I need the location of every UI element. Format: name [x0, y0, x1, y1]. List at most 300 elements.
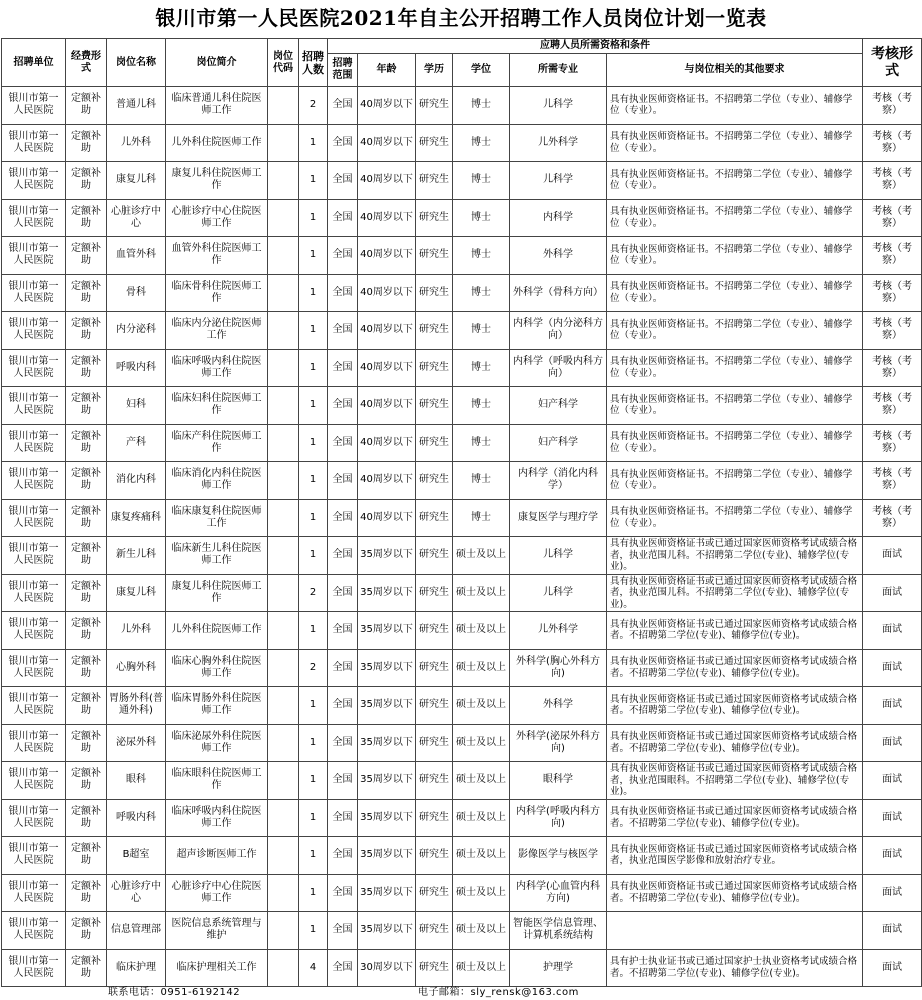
other-requirements-cell: 具有执业医师资格证书。不招聘第二学位（专业）、辅修学位（专业）。 — [607, 424, 863, 462]
unit-cell: 银川市第一人民医院 — [2, 274, 66, 312]
other-requirements-cell: 具有执业医师资格证书。不招聘第二学位（专业）、辅修学位（专业）。 — [607, 274, 863, 312]
code-cell — [268, 837, 299, 875]
position-cell: 产科 — [107, 424, 166, 462]
age-cell: 40周岁以下 — [358, 274, 416, 312]
unit-cell: 银川市第一人民医院 — [2, 837, 66, 875]
header-funding: 经费形式 — [66, 39, 107, 87]
table-row — [2, 612, 922, 650]
scope-cell: 全国 — [328, 162, 358, 200]
age-cell: 30周岁以下 — [358, 949, 416, 987]
degree-cell: 硕士及以上 — [453, 612, 510, 650]
unit-cell: 银川市第一人民医院 — [2, 612, 66, 650]
other-requirements-cell: 具有执业医师资格证书。不招聘第二学位（专业）、辅修学位（专业）。 — [607, 162, 863, 200]
table-row — [2, 237, 922, 275]
count-cell: 1 — [299, 799, 328, 837]
education-cell: 研究生 — [416, 162, 453, 200]
scope-cell: 全国 — [328, 462, 358, 500]
scope-cell: 全国 — [328, 387, 358, 425]
funding-cell: 定额补助 — [66, 912, 107, 950]
count-cell: 2 — [299, 574, 328, 612]
code-cell — [268, 274, 299, 312]
intro-cell: 儿外科住院医师工作 — [166, 124, 268, 162]
degree-cell: 硕士及以上 — [453, 874, 510, 912]
funding-cell: 定额补助 — [66, 949, 107, 987]
scope-cell: 全国 — [328, 312, 358, 350]
degree-cell: 博士 — [453, 87, 510, 125]
other-requirements-cell: 具有执业医师资格证书。不招聘第二学位（专业）、辅修学位（专业）。 — [607, 124, 863, 162]
major-cell: 内科学(呼吸内科方向) — [510, 799, 607, 837]
position-cell: 胃肠外科(普通外科) — [107, 687, 166, 725]
funding-cell: 定额补助 — [66, 499, 107, 537]
degree-cell: 硕士及以上 — [453, 724, 510, 762]
exam-cell: 考核（考察） — [863, 199, 922, 237]
age-cell: 35周岁以下 — [358, 537, 416, 575]
age-cell: 40周岁以下 — [358, 499, 416, 537]
table-row — [2, 724, 922, 762]
education-cell: 研究生 — [416, 649, 453, 687]
code-cell — [268, 349, 299, 387]
other-requirements-cell: 具有执业医师资格证书。不招聘第二学位（专业）、辅修学位（专业）。 — [607, 312, 863, 350]
education-cell: 研究生 — [416, 837, 453, 875]
table-row — [2, 912, 922, 950]
scope-cell: 全国 — [328, 574, 358, 612]
education-cell: 研究生 — [416, 199, 453, 237]
funding-cell: 定额补助 — [66, 837, 107, 875]
major-cell: 内科学(心血管内科方向) — [510, 874, 607, 912]
code-cell — [268, 687, 299, 725]
position-cell: 儿外科 — [107, 612, 166, 650]
unit-cell: 银川市第一人民医院 — [2, 762, 66, 800]
table-row — [2, 874, 922, 912]
funding-cell: 定额补助 — [66, 387, 107, 425]
scope-cell: 全国 — [328, 537, 358, 575]
other-requirements-cell: 具有执业医师资格证书或已通过国家医师资格考试成绩合格者。不招聘第二学位(专业)、辅修学位(专业)。 — [607, 687, 863, 725]
code-cell — [268, 387, 299, 425]
education-cell: 研究生 — [416, 724, 453, 762]
exam-cell: 面试 — [863, 912, 922, 950]
intro-cell: 临床产科住院医师工作 — [166, 424, 268, 462]
degree-cell: 硕士及以上 — [453, 762, 510, 800]
exam-cell: 面试 — [863, 537, 922, 575]
exam-cell: 考核（考察） — [863, 387, 922, 425]
major-cell: 内科学（内分泌科方向） — [510, 312, 607, 350]
position-cell: 心脏诊疗中心 — [107, 199, 166, 237]
education-cell: 研究生 — [416, 87, 453, 125]
code-cell — [268, 949, 299, 987]
funding-cell: 定额补助 — [66, 199, 107, 237]
funding-cell: 定额补助 — [66, 874, 107, 912]
education-cell: 研究生 — [416, 424, 453, 462]
degree-cell: 博士 — [453, 199, 510, 237]
exam-cell: 考核（考察） — [863, 349, 922, 387]
position-cell: B超室 — [107, 837, 166, 875]
position-cell: 消化内科 — [107, 462, 166, 500]
exam-cell: 考核（考察） — [863, 162, 922, 200]
unit-cell: 银川市第一人民医院 — [2, 387, 66, 425]
degree-cell: 博士 — [453, 124, 510, 162]
major-cell: 智能医学信息管理、计算机系统结构 — [510, 912, 607, 950]
age-cell: 40周岁以下 — [358, 462, 416, 500]
table-row — [2, 499, 922, 537]
header-position: 岗位名称 — [107, 39, 166, 87]
intro-cell: 临床内分泌住院医师工作 — [166, 312, 268, 350]
count-cell: 1 — [299, 837, 328, 875]
header-code: 岗位代码 — [268, 39, 299, 87]
code-cell — [268, 537, 299, 575]
code-cell — [268, 462, 299, 500]
education-cell: 研究生 — [416, 499, 453, 537]
count-cell: 2 — [299, 87, 328, 125]
funding-cell: 定额补助 — [66, 124, 107, 162]
unit-cell: 银川市第一人民医院 — [2, 312, 66, 350]
other-requirements-cell: 具有执业医师资格证书或已通过国家医师资格考试成绩合格者。不招聘第二学位(专业)、辅修学位(专业)。 — [607, 612, 863, 650]
count-cell: 1 — [299, 237, 328, 275]
other-requirements-cell: 具有执业医师资格证书。不招聘第二学位（专业）、辅修学位（专业）。 — [607, 199, 863, 237]
funding-cell: 定额补助 — [66, 462, 107, 500]
intro-cell: 临床普通儿科住院医师工作 — [166, 87, 268, 125]
intro-cell: 超声诊断医师工作 — [166, 837, 268, 875]
count-cell: 1 — [299, 274, 328, 312]
major-cell: 护理学 — [510, 949, 607, 987]
intro-cell: 临床泌尿外科住院医师工作 — [166, 724, 268, 762]
age-cell: 35周岁以下 — [358, 912, 416, 950]
degree-cell: 硕士及以上 — [453, 574, 510, 612]
intro-cell: 临床妇科住院医师工作 — [166, 387, 268, 425]
education-cell: 研究生 — [416, 537, 453, 575]
other-requirements-cell: 具有执业医师资格证书。不招聘第二学位（专业）、辅修学位（专业）。 — [607, 462, 863, 500]
code-cell — [268, 799, 299, 837]
scope-cell: 全国 — [328, 424, 358, 462]
major-cell: 儿科学 — [510, 574, 607, 612]
table-row — [2, 274, 922, 312]
age-cell: 40周岁以下 — [358, 162, 416, 200]
code-cell — [268, 612, 299, 650]
major-cell: 康复医学与理疗学 — [510, 499, 607, 537]
unit-cell: 银川市第一人民医院 — [2, 649, 66, 687]
degree-cell: 博士 — [453, 349, 510, 387]
other-requirements-cell: 具有执业医师资格证书或已通过国家医师资格考试成绩合格者。不招聘第二学位(专业)、辅修学位(专业)。 — [607, 724, 863, 762]
major-cell: 儿科学 — [510, 87, 607, 125]
age-cell: 35周岁以下 — [358, 687, 416, 725]
exam-cell: 考核（考察） — [863, 462, 922, 500]
major-cell: 儿科学 — [510, 537, 607, 575]
other-requirements-cell: 具有执业医师资格证书。不招聘第二学位（专业）、辅修学位（专业）。 — [607, 87, 863, 125]
count-cell: 1 — [299, 687, 328, 725]
other-requirements-cell: 具有执业医师资格证书。不招聘第二学位（专业）、辅修学位（专业）。 — [607, 499, 863, 537]
header-scope: 招聘范围 — [328, 54, 358, 87]
count-cell: 1 — [299, 387, 328, 425]
education-cell: 研究生 — [416, 462, 453, 500]
table-row — [2, 837, 922, 875]
count-cell: 1 — [299, 762, 328, 800]
other-requirements-cell: 具有执业医师资格证书或已通过国家医师资格考试成绩合格者，执业范围儿科。不招聘第二学位(专业)、辅修学位(专业)。 — [607, 574, 863, 612]
education-cell: 研究生 — [416, 687, 453, 725]
code-cell — [268, 762, 299, 800]
table-row — [2, 349, 922, 387]
unit-cell: 银川市第一人民医院 — [2, 462, 66, 500]
funding-cell: 定额补助 — [66, 162, 107, 200]
age-cell: 40周岁以下 — [358, 124, 416, 162]
intro-cell: 康复儿科住院医师工作 — [166, 574, 268, 612]
education-cell: 研究生 — [416, 312, 453, 350]
other-requirements-cell: 具有执业医师资格证书或已通过国家医师资格考试成绩合格者，执业范围儿科。不招聘第二学位(专业)、辅修学位(专业)。 — [607, 537, 863, 575]
intro-cell: 临床胃肠外科住院医师工作 — [166, 687, 268, 725]
exam-cell: 考核（考察） — [863, 274, 922, 312]
exam-cell: 面试 — [863, 949, 922, 987]
education-cell: 研究生 — [416, 237, 453, 275]
position-cell: 内分泌科 — [107, 312, 166, 350]
scope-cell: 全国 — [328, 724, 358, 762]
table-row — [2, 124, 922, 162]
unit-cell: 银川市第一人民医院 — [2, 124, 66, 162]
education-cell: 研究生 — [416, 949, 453, 987]
education-cell: 研究生 — [416, 124, 453, 162]
exam-cell: 考核（考察） — [863, 124, 922, 162]
table-row — [2, 574, 922, 612]
other-requirements-cell: 具有执业医师资格证书。不招聘第二学位（专业）、辅修学位（专业）。 — [607, 237, 863, 275]
header-count: 招聘人数 — [299, 39, 328, 87]
major-cell: 内科学（呼吸内科方向） — [510, 349, 607, 387]
position-cell: 康复疼痛科 — [107, 499, 166, 537]
count-cell: 4 — [299, 949, 328, 987]
table-row — [2, 799, 922, 837]
age-cell: 35周岁以下 — [358, 837, 416, 875]
unit-cell: 银川市第一人民医院 — [2, 724, 66, 762]
exam-cell: 面试 — [863, 687, 922, 725]
intro-cell: 临床护理相关工作 — [166, 949, 268, 987]
positions-table — [1, 38, 922, 987]
degree-cell: 博士 — [453, 462, 510, 500]
major-cell: 妇产科学 — [510, 424, 607, 462]
age-cell: 40周岁以下 — [358, 387, 416, 425]
scope-cell: 全国 — [328, 612, 358, 650]
count-cell: 2 — [299, 649, 328, 687]
scope-cell: 全国 — [328, 237, 358, 275]
education-cell: 研究生 — [416, 349, 453, 387]
major-cell: 内科学 — [510, 199, 607, 237]
major-cell: 外科学(泌尿外科方向) — [510, 724, 607, 762]
funding-cell: 定额补助 — [66, 724, 107, 762]
count-cell: 1 — [299, 912, 328, 950]
exam-cell: 面试 — [863, 574, 922, 612]
unit-cell: 银川市第一人民医院 — [2, 687, 66, 725]
exam-cell: 考核（考察） — [863, 499, 922, 537]
major-cell: 儿科学 — [510, 162, 607, 200]
intro-cell: 临床消化内科住院医师工作 — [166, 462, 268, 500]
position-cell: 眼科 — [107, 762, 166, 800]
education-cell: 研究生 — [416, 874, 453, 912]
other-requirements-cell: 具有执业医师资格证书或已通过国家医师资格考试成绩合格者。不招聘第二学位(专业)、辅修学位(专业)。 — [607, 874, 863, 912]
degree-cell: 博士 — [453, 312, 510, 350]
header-major: 所需专业 — [510, 54, 607, 87]
degree-cell: 硕士及以上 — [453, 537, 510, 575]
funding-cell: 定额补助 — [66, 799, 107, 837]
major-cell: 儿外科学 — [510, 124, 607, 162]
other-requirements-cell: 具有执业医师资格证书或已通过国家医师资格考试成绩合格者，执业范围眼科。不招聘第二学位(专业)、辅修学位(专业)。 — [607, 762, 863, 800]
position-cell: 心胸外科 — [107, 649, 166, 687]
table-row — [2, 87, 922, 125]
intro-cell: 心脏诊疗中心住院医师工作 — [166, 199, 268, 237]
intro-cell: 康复儿科住院医师工作 — [166, 162, 268, 200]
intro-cell: 临床康复科住院医师工作 — [166, 499, 268, 537]
scope-cell: 全国 — [328, 949, 358, 987]
age-cell: 35周岁以下 — [358, 574, 416, 612]
table-row — [2, 762, 922, 800]
scope-cell: 全国 — [328, 199, 358, 237]
degree-cell: 硕士及以上 — [453, 687, 510, 725]
position-cell: 骨科 — [107, 274, 166, 312]
funding-cell: 定额补助 — [66, 687, 107, 725]
code-cell — [268, 87, 299, 125]
unit-cell: 银川市第一人民医院 — [2, 949, 66, 987]
header-exam: 考核形式 — [863, 39, 922, 87]
age-cell: 35周岁以下 — [358, 612, 416, 650]
header-qualifications: 应聘人员所需资格和条件 — [328, 39, 863, 54]
count-cell: 1 — [299, 612, 328, 650]
scope-cell: 全国 — [328, 762, 358, 800]
exam-cell: 面试 — [863, 612, 922, 650]
code-cell — [268, 424, 299, 462]
degree-cell: 博士 — [453, 387, 510, 425]
intro-cell: 临床新生儿科住院医师工作 — [166, 537, 268, 575]
footer — [0, 986, 922, 1000]
exam-cell: 考核（考察） — [863, 424, 922, 462]
education-cell: 研究生 — [416, 912, 453, 950]
scope-cell: 全国 — [328, 649, 358, 687]
education-cell: 研究生 — [416, 762, 453, 800]
age-cell: 40周岁以下 — [358, 349, 416, 387]
funding-cell: 定额补助 — [66, 237, 107, 275]
funding-cell: 定额补助 — [66, 612, 107, 650]
position-cell: 妇科 — [107, 387, 166, 425]
exam-cell: 面试 — [863, 837, 922, 875]
other-requirements-cell: 具有执业医师资格证书。不招聘第二学位（专业）、辅修学位（专业）。 — [607, 387, 863, 425]
table-row — [2, 387, 922, 425]
education-cell: 研究生 — [416, 574, 453, 612]
contact-email: 电子邮箱：sly_rensk@163.com — [418, 987, 579, 998]
unit-cell: 银川市第一人民医院 — [2, 799, 66, 837]
funding-cell: 定额补助 — [66, 424, 107, 462]
count-cell: 1 — [299, 874, 328, 912]
age-cell: 35周岁以下 — [358, 874, 416, 912]
degree-cell: 硕士及以上 — [453, 649, 510, 687]
position-cell: 儿外科 — [107, 124, 166, 162]
code-cell — [268, 912, 299, 950]
count-cell: 1 — [299, 199, 328, 237]
funding-cell: 定额补助 — [66, 349, 107, 387]
table-row — [2, 162, 922, 200]
scope-cell: 全国 — [328, 874, 358, 912]
major-cell: 儿外科学 — [510, 612, 607, 650]
other-requirements-cell: 具有执业医师资格证书或已通过国家医师资格考试成绩合格者。不招聘第二学位(专业)、辅修学位(专业)。 — [607, 649, 863, 687]
count-cell: 1 — [299, 537, 328, 575]
exam-cell: 面试 — [863, 724, 922, 762]
major-cell: 内科学（消化内科学） — [510, 462, 607, 500]
code-cell — [268, 199, 299, 237]
degree-cell: 博士 — [453, 237, 510, 275]
count-cell: 1 — [299, 162, 328, 200]
scope-cell: 全国 — [328, 912, 358, 950]
unit-cell: 银川市第一人民医院 — [2, 87, 66, 125]
table-body — [2, 87, 922, 987]
funding-cell: 定额补助 — [66, 537, 107, 575]
scope-cell: 全国 — [328, 499, 358, 537]
count-cell: 1 — [299, 462, 328, 500]
education-cell: 研究生 — [416, 612, 453, 650]
position-cell: 普通儿科 — [107, 87, 166, 125]
age-cell: 40周岁以下 — [358, 424, 416, 462]
exam-cell: 考核（考察） — [863, 237, 922, 275]
table-row — [2, 649, 922, 687]
degree-cell: 硕士及以上 — [453, 837, 510, 875]
other-requirements-cell: 具有护士执业证书或已通过国家护士执业资格考试成绩合格者。不招聘第二学位(专业)、辅修学位(专业)。 — [607, 949, 863, 987]
scope-cell: 全国 — [328, 799, 358, 837]
header-unit: 招聘单位 — [2, 39, 66, 87]
position-cell: 康复儿科 — [107, 162, 166, 200]
unit-cell: 银川市第一人民医院 — [2, 199, 66, 237]
page-title: 银川市第一人民医院2021年自主公开招聘工作人员岗位计划一览表 — [155, 6, 767, 30]
position-cell: 呼吸内科 — [107, 349, 166, 387]
major-cell: 外科学（骨科方向） — [510, 274, 607, 312]
position-cell: 信息管理部 — [107, 912, 166, 950]
table-row — [2, 687, 922, 725]
exam-cell: 面试 — [863, 762, 922, 800]
age-cell: 40周岁以下 — [358, 199, 416, 237]
education-cell: 研究生 — [416, 387, 453, 425]
intro-cell: 临床呼吸内科住院医师工作 — [166, 799, 268, 837]
degree-cell: 硕士及以上 — [453, 949, 510, 987]
major-cell: 外科学(胸心外科方向) — [510, 649, 607, 687]
funding-cell: 定额补助 — [66, 274, 107, 312]
intro-cell: 临床眼科住院医师工作 — [166, 762, 268, 800]
unit-cell: 银川市第一人民医院 — [2, 237, 66, 275]
major-cell: 妇产科学 — [510, 387, 607, 425]
exam-cell: 面试 — [863, 874, 922, 912]
unit-cell: 银川市第一人民医院 — [2, 349, 66, 387]
other-requirements-cell — [607, 912, 863, 950]
age-cell: 40周岁以下 — [358, 87, 416, 125]
major-cell: 外科学 — [510, 237, 607, 275]
age-cell: 35周岁以下 — [358, 762, 416, 800]
unit-cell: 银川市第一人民医院 — [2, 574, 66, 612]
position-cell: 呼吸内科 — [107, 799, 166, 837]
header-other: 与岗位相关的其他要求 — [607, 54, 863, 87]
code-cell — [268, 124, 299, 162]
exam-cell: 考核（考察） — [863, 312, 922, 350]
code-cell — [268, 574, 299, 612]
unit-cell: 银川市第一人民医院 — [2, 912, 66, 950]
unit-cell: 银川市第一人民医院 — [2, 424, 66, 462]
scope-cell: 全国 — [328, 87, 358, 125]
funding-cell: 定额补助 — [66, 87, 107, 125]
degree-cell: 硕士及以上 — [453, 799, 510, 837]
intro-cell: 临床心胸外科住院医师工作 — [166, 649, 268, 687]
exam-cell: 考核（考察） — [863, 87, 922, 125]
degree-cell: 博士 — [453, 424, 510, 462]
position-cell: 血管外科 — [107, 237, 166, 275]
unit-cell: 银川市第一人民医院 — [2, 499, 66, 537]
count-cell: 1 — [299, 499, 328, 537]
scope-cell: 全国 — [328, 687, 358, 725]
intro-cell: 临床骨科住院医师工作 — [166, 274, 268, 312]
funding-cell: 定额补助 — [66, 649, 107, 687]
code-cell — [268, 874, 299, 912]
position-cell: 康复儿科 — [107, 574, 166, 612]
degree-cell: 博士 — [453, 499, 510, 537]
other-requirements-cell: 具有执业医师资格证书或已通过国家医师资格考试成绩合格者。不招聘第二学位(专业)、辅修学位(专业)。 — [607, 799, 863, 837]
age-cell: 35周岁以下 — [358, 649, 416, 687]
major-cell: 影像医学与核医学 — [510, 837, 607, 875]
